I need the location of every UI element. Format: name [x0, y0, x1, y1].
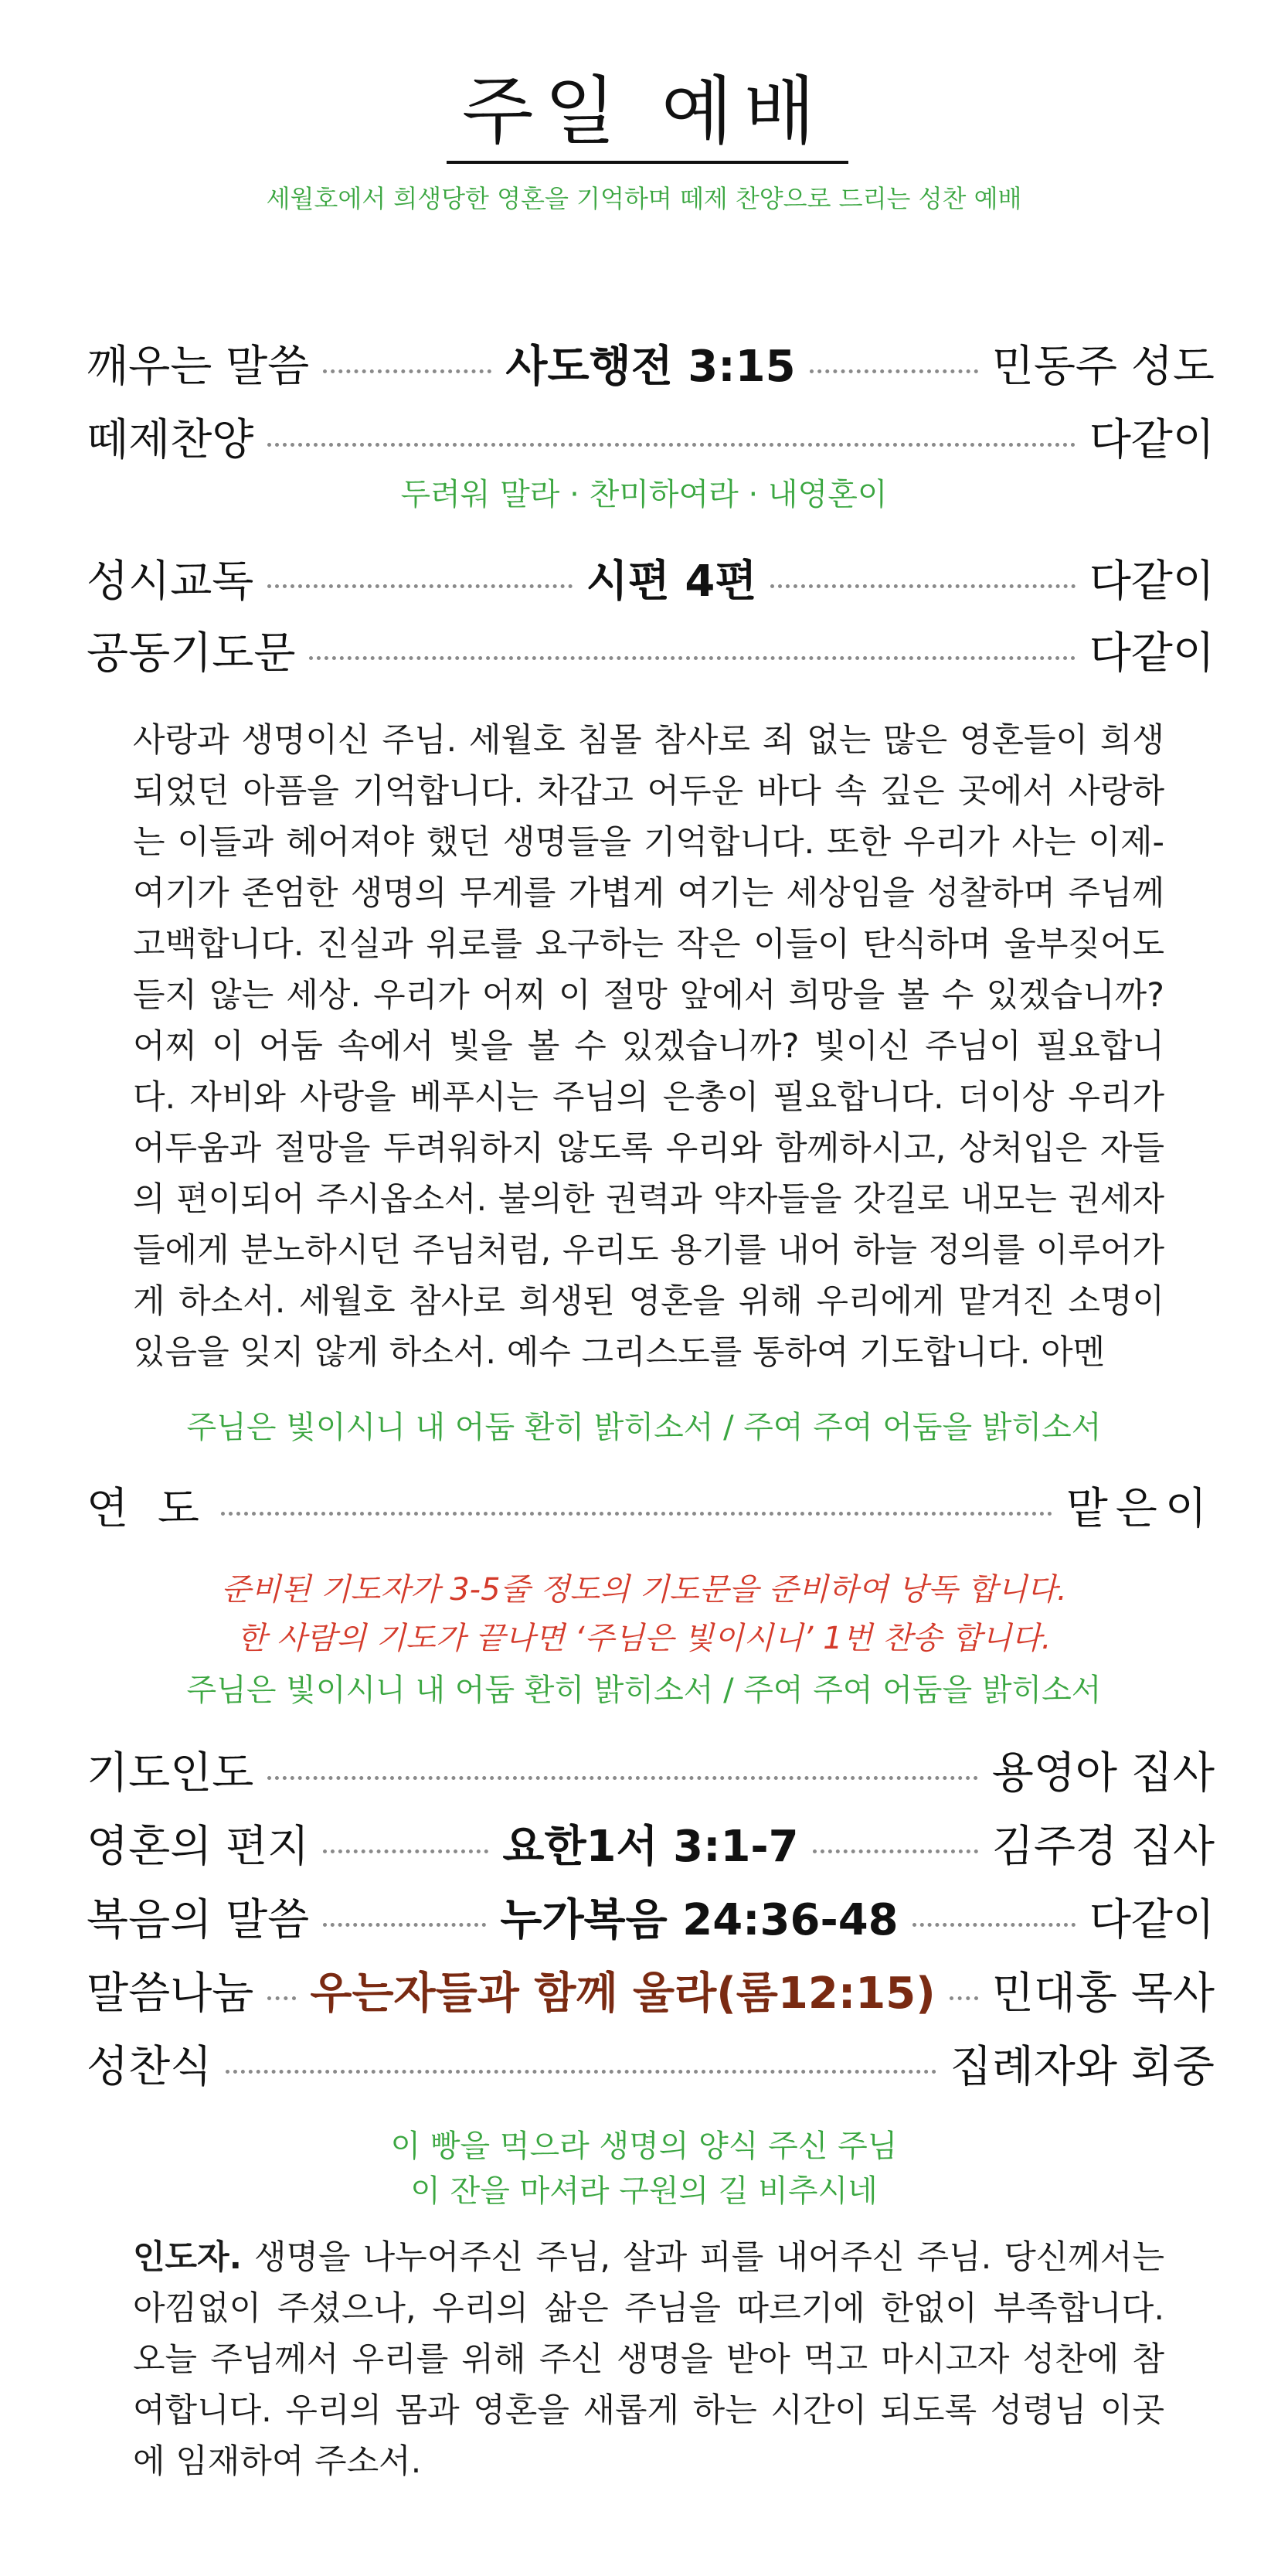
order-row-responsive-reading: [87, 545, 1215, 611]
common-prayer-text: 사랑과 생명이신 주님. 세월호 침몰 참사로 죄 없는 많은 영혼들이 희생되었던 아픔을 기억합니다. 차갑고 어두운 바다 속 깊은 곳에서 사랑하는 이들과 헤어져야 했던 생명들을 기억합니다. 또한 우리가 사는 이제-여기가 존엄한 생명의 무게를 가볍게 여기는 세상임을 성찰하며 주님께 고백합니다. 진실과 위로를 요구하는 작은 이들이 탄식하며 울부짖어도 듣지 않는 세상. 우리가 어찌 이 절망 앞에서 희망을 볼 수 있겠습니까? 어찌 이 어둠 속에서 빛을 볼 수 있겠습니까? 빛이신 주님이 필요합니다. 자비와 사랑을 베푸시는 주님의 은총이 필요합니다. 더이상 우리가 어두움과 절망을 두려워하지 않도록 우리와 함께하시고, 상처입은 자들의 편이되어 주시옵소서. 불의한 권력과 약자들을 갓길로 내모는 권세자들에게 분노하시던 주님처럼, 우리도 용기를 내어 하늘 정의를 이루어가게 하소서. 세월호 참사로 희생된 영혼을 위해 우리에게 맡겨진 소명이 있음을 잊지 않게 하소서. 예수 그리스도를 통하여 기도합니다. 아멘: [133, 721, 1164, 1372]
leader-dots: [309, 656, 1075, 660]
order-row-litany: [87, 1472, 1215, 1539]
response-chant-1: 주님은 빛이시니 내 어둠 환히 밝히소서 / 주여 주여 어둠을 밝히소서: [186, 1410, 1102, 1445]
order-item-label: 말씀나눔: [87, 1969, 254, 2019]
communion-song-line-1: 이 빵을 먹으라 생명의 양식 주신 주님: [390, 2129, 898, 2164]
order-item-leader: 다같이: [1089, 415, 1215, 465]
order-item-label: 복음의 말씀: [87, 1895, 310, 1945]
order-item-leader: 다같이: [1089, 556, 1215, 607]
communion-leader-label: 인도자.: [133, 2238, 242, 2277]
order-item-label: 기도인도: [87, 1748, 254, 1798]
order-item-label: 깨우는 말씀: [87, 342, 310, 392]
order-row-epistle: [87, 1810, 1215, 1877]
order-row-awakening-word: [87, 330, 1215, 396]
order-item-leader: 다같이: [1089, 1895, 1215, 1945]
leader-dots: [912, 1923, 1076, 1927]
leader-dots: [770, 584, 1075, 588]
order-item-leader: 집례자와 회중: [950, 2042, 1215, 2092]
order-item-scripture: 시편 4편: [586, 556, 757, 607]
communion-prayer-text: 생명을 나누어주신 주님, 살과 피를 내어주신 주님. 당신께서는 아낌없이 주셨으나, 우리의 삶은 주님을 따르기에 한없이 부족합니다. 오늘 주님께서 우리를 위해 주신 생명을 받아 먹고 마시고자 성찬에 참여합니다. 우리의 몸과 영혼을 새롭게 하는 시간이 되도록 성령님 이곳에 임재하여 주소서.: [133, 2238, 1164, 2481]
order-row-communion: [87, 2030, 1215, 2097]
order-item-label: 공동기도문: [87, 628, 296, 679]
leader-dots: [323, 1923, 486, 1927]
order-item-leader: 다같이: [1089, 628, 1215, 679]
order-item-scripture: 사도행전 3:15: [505, 342, 796, 392]
leader-dots: [323, 1849, 488, 1853]
leader-dots: [267, 584, 572, 588]
communion-prayer: [133, 2232, 1164, 2487]
page-title: 주일 예배: [461, 68, 827, 155]
communion-song-line-2: 이 잔을 마셔라 구원의 길 비추시네: [410, 2173, 878, 2209]
litany-instruction-2: 한 사람의 기도가 끝나면 ‘주님은 빛이시니’ 1번 찬송 합니다.: [236, 1621, 1052, 1656]
order-item-label: 떼제찬양: [87, 415, 254, 465]
order-row-prayer-lead: [87, 1737, 1215, 1803]
leader-dots: [221, 1512, 1052, 1516]
order-row-taize-songs: [87, 403, 1215, 470]
leader-dots: [810, 369, 978, 373]
order-item-scripture: 누가복음 24:36-48: [500, 1895, 899, 1945]
order-row-sermon: [87, 1957, 1215, 2023]
leader-dots: [267, 1776, 977, 1780]
order-item-label: 영혼의 편지: [87, 1822, 310, 1872]
leader-dots: [267, 1996, 296, 2000]
order-item-leader: 민동주 성도: [991, 342, 1215, 392]
order-item-scripture: 요한1서 3:1-7: [502, 1822, 799, 1872]
song-list: 두려워 말라 · 찬미하여라 · 내영혼이: [400, 477, 888, 512]
leader-dots: [226, 2070, 936, 2074]
sermon-title: 우는자들과 함께 울라(롬12:15): [310, 1969, 936, 2019]
leader-dots: [813, 1849, 978, 1853]
leader-dots: [323, 369, 491, 373]
order-item-label: 성찬식: [87, 2042, 212, 2092]
order-item-label: 연 도: [87, 1484, 207, 1534]
order-item-leader: 김주경 집사: [991, 1822, 1215, 1872]
order-item-leader: 민대홍 목사: [991, 1969, 1215, 2019]
order-row-common-prayer: [87, 617, 1215, 683]
leader-dots: [950, 1996, 978, 2000]
order-row-gospel: [87, 1884, 1215, 1950]
order-item-leader: 맡은이: [1065, 1484, 1215, 1534]
order-item-label: 성시교독: [87, 556, 254, 607]
order-item-leader: 용영아 집사: [991, 1748, 1215, 1798]
page-subtitle: 세월호에서 희생당한 영혼을 기억하며 떼제 찬양으로 드리는 성찬 예배: [266, 184, 1022, 213]
response-chant-2: 주님은 빛이시니 내 어둠 환히 밝히소서 / 주여 주여 어둠을 밝히소서: [186, 1673, 1102, 1708]
leader-dots: [267, 443, 1075, 447]
litany-instruction-1: 준비된 기도자가 3-5줄 정도의 기도문을 준비하여 낭독 합니다.: [221, 1572, 1067, 1608]
title-underline: [447, 161, 848, 164]
